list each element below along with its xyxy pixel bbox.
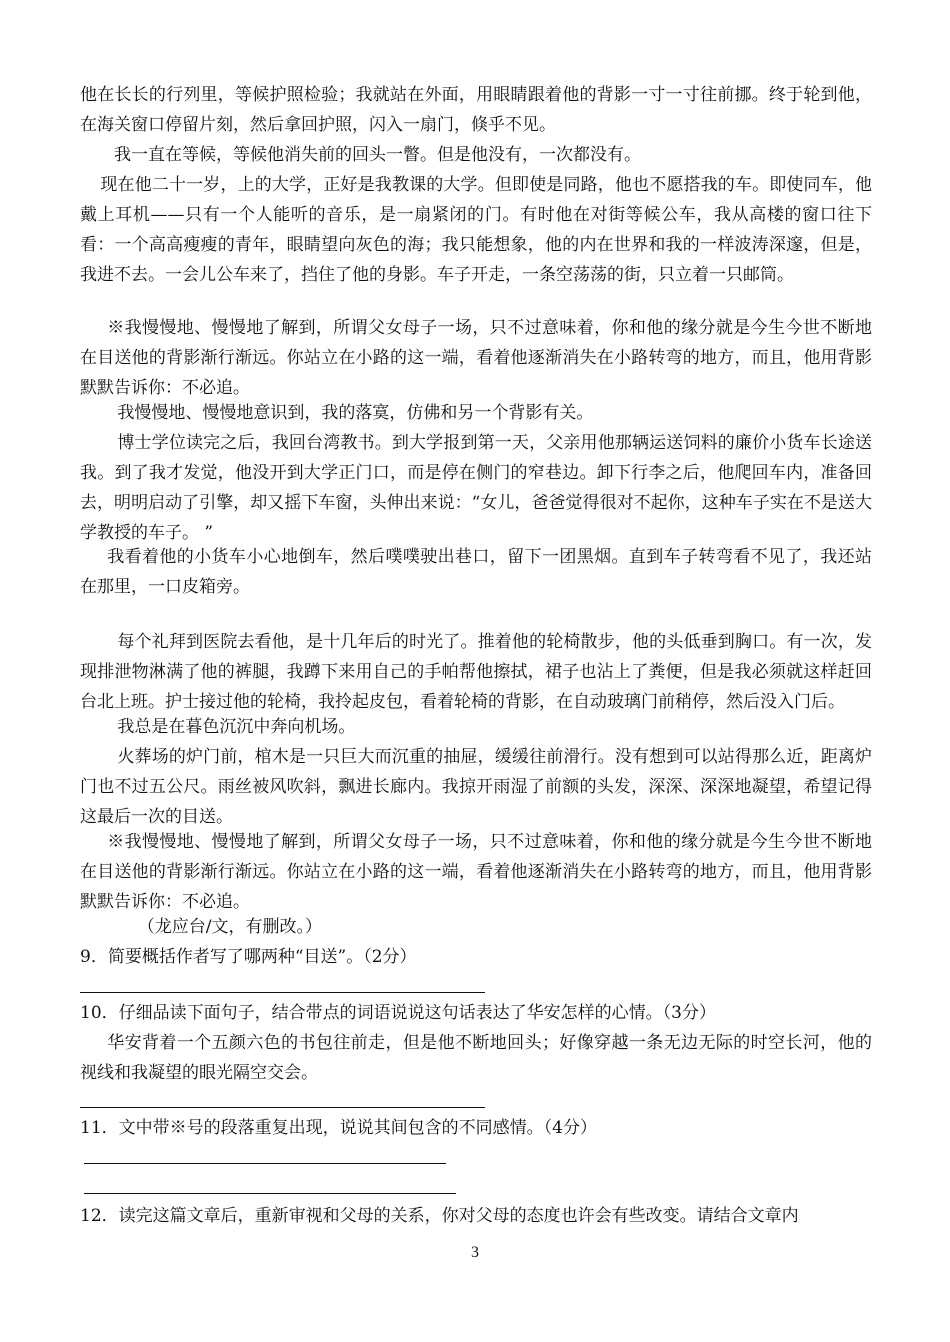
paragraph-3: 现在他二十一岁，上的大学，正好是我教课的大学。但即使是同路，他也不愿搭我的车。即使同车，他戴上耳机——只有一个人能听的音乐，是一扇紧闭的门。有时他在对街等候公车，我从高楼的窗口往下看：一个高高瘦瘦的青年，眼睛望向灰色的海；我只能想象，他的内在世界和我的一样波涛深邃，但是，我进不去。一会儿公车来了，挡住了他的身影。车子开走，一条空荡荡的街，只立着一只邮筒。 bbox=[80, 175, 872, 285]
paragraph-6: 博士学位读完之后，我回台湾教书。到大学报到第一天，父亲用他那辆运送饲料的廉价小货车长途送我。到了我才发觉，他没开到大学正门口，而是停在侧门的窄巷边。卸下行李之后，他爬回车内，准备回去，明明启动了引擎，却又摇下车窗，头伸出来说：“女儿，爸爸觉得很对不起你，这种车子实在不是送大学教授的车子。 ” bbox=[80, 433, 872, 543]
answer-line-9[interactable] bbox=[80, 992, 485, 993]
paragraph-2: 我一直在等候，等候他消失前的回头一瞥。但是他没有，一次都没有。 bbox=[114, 145, 641, 165]
paragraph-4-starred: ※我慢慢地、慢慢地了解到，所谓父女母子一场，只不过意味着，你和他的缘分就是今生今世不断地在目送他的背影渐行渐远。你站立在小路的这一端，看着他逐渐消失在小路转弯的地方，而且，他用背影默默告诉你：不必追。 bbox=[80, 318, 872, 398]
paragraph-8: 每个礼拜到医院去看他，是十几年后的时光了。推着他的轮椅散步，他的头低垂到胸口。有一次，发现排泄物淋满了他的裤腿，我蹲下来用自己的手帕帮他擦拭，裙子也沾上了粪便，但是我必须就这样赶回台北上班。护士接过他的轮椅，我拎起皮包，看着轮椅的背影，在自动玻璃门前稍停，然后没入门后。 bbox=[80, 632, 872, 712]
paragraph-1: 他在长长的行列里，等候护照检验；我就站在外面，用眼睛跟着他的背影一寸一寸往前挪。终于轮到他，在海关窗口停留片刻，然后拿回护照，闪入一扇门，倏乎不见。 bbox=[80, 85, 872, 135]
paragraph-7: 我看着他的小货车小心地倒车，然后噗噗驶出巷口，留下一团黑烟。直到车子转弯看不见了，我还站在那里，一口皮箱旁。 bbox=[80, 547, 872, 597]
answer-line-11a[interactable] bbox=[84, 1163, 446, 1164]
answer-line-11b[interactable] bbox=[84, 1193, 456, 1194]
paragraph-9: 我总是在暮色沉沉中奔向机场。 bbox=[117, 717, 356, 737]
question-12: 12．读完这篇文章后，重新审视和父母的关系，你对父母的态度也许会有些改变。请结合文章内 bbox=[80, 1206, 799, 1226]
answer-line-10[interactable] bbox=[80, 1107, 485, 1108]
question-10-quote: 华安背着一个五颜六色的书包往前走，但是他不断地回头；好像穿越一条无边无际的时空长河，他的视线和我凝望的眼光隔空交会。 bbox=[80, 1033, 872, 1083]
page-number: 3 bbox=[471, 1244, 479, 1261]
question-10: 10．仔细品读下面句子，结合带点的词语说说这句话表达了华安怎样的心情。（3分） bbox=[80, 1003, 716, 1023]
paragraph-5: 我慢慢地、慢慢地意识到，我的落寞，仿佛和另一个背影有关。 bbox=[117, 403, 594, 423]
paragraph-10: 火葬场的炉门前，棺木是一只巨大而沉重的抽屉，缓缓往前滑行。没有想到可以站得那么近，距离炉门也不过五公尺。雨丝被风吹斜，飘进长廊内。我掠开雨湿了前额的头发，深深、深深地凝望，希望记得这最后一次的目送。 bbox=[80, 747, 872, 827]
question-9: 9．简要概括作者写了哪两种“目送”。（2分） bbox=[80, 947, 417, 967]
source-credit: （龙应台/文，有删改。） bbox=[137, 917, 323, 937]
paragraph-11-starred: ※我慢慢地、慢慢地了解到，所谓父女母子一场，只不过意味着，你和他的缘分就是今生今世不断地在目送他的背影渐行渐远。你站立在小路的这一端，看着他逐渐消失在小路转弯的地方，而且，他用背影默默告诉你：不必追。 bbox=[80, 832, 872, 912]
question-11: 11．文中带※号的段落重复出现，说说其间包含的不同感情。（4分） bbox=[80, 1118, 597, 1138]
